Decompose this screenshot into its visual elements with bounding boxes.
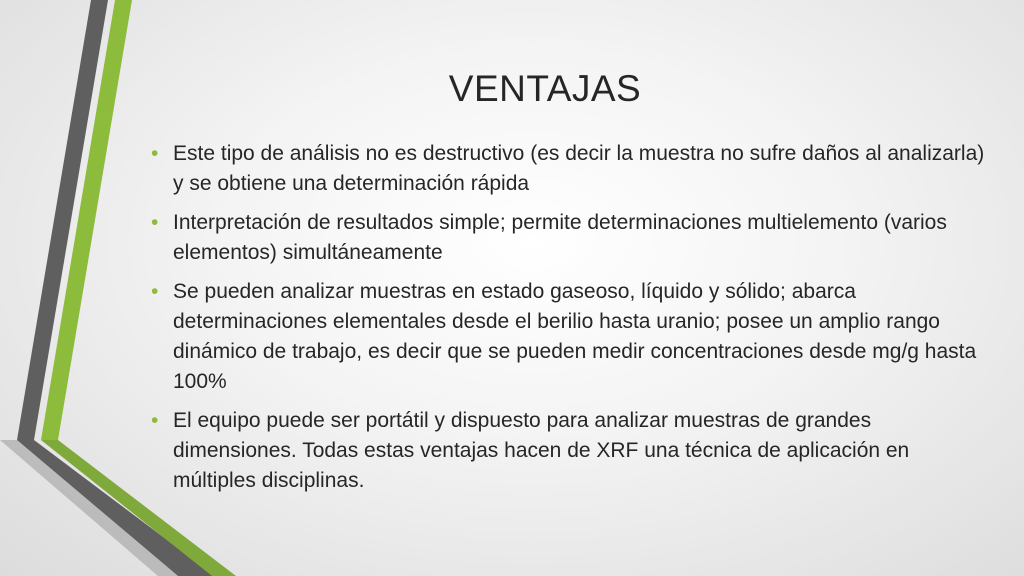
bullet-icon: •: [151, 280, 159, 303]
slide-title: VENTAJAS: [448, 68, 642, 109]
bullet-item: [148, 139, 988, 199]
bullet-text: Se pueden analizar muestras en estado gaseoso, líquido y sólido; abarca determinaciones elementales desde el berilio hasta uranio; posee un amplio rango dinámico de trabajo, es decir que se pueden medir concentraciones desde mg/g hasta 100%: [173, 280, 977, 393]
bullet-text: El equipo puede ser portátil y dispuesto para analizar muestras de grandes dimensiones. Todas estas ventajas hacen de XRF una técnica de aplicación en múltiples disciplinas.: [173, 409, 910, 492]
bullet-list: [148, 139, 988, 505]
bullet-item: [148, 277, 988, 397]
bullet-icon: •: [151, 142, 159, 165]
bullet-icon: •: [151, 409, 159, 432]
bullet-item: [148, 406, 988, 496]
bullet-text: Este tipo de análisis no es destructivo (es decir la muestra no sufre daños al analizarla) y se obtiene una determinación rápida: [173, 142, 985, 195]
bullet-icon: •: [151, 211, 159, 234]
bullet-text: Interpretación de resultados simple; permite determinaciones multielemento (varios elementos) simultáneamente: [173, 211, 947, 264]
bullet-item: [148, 208, 988, 268]
